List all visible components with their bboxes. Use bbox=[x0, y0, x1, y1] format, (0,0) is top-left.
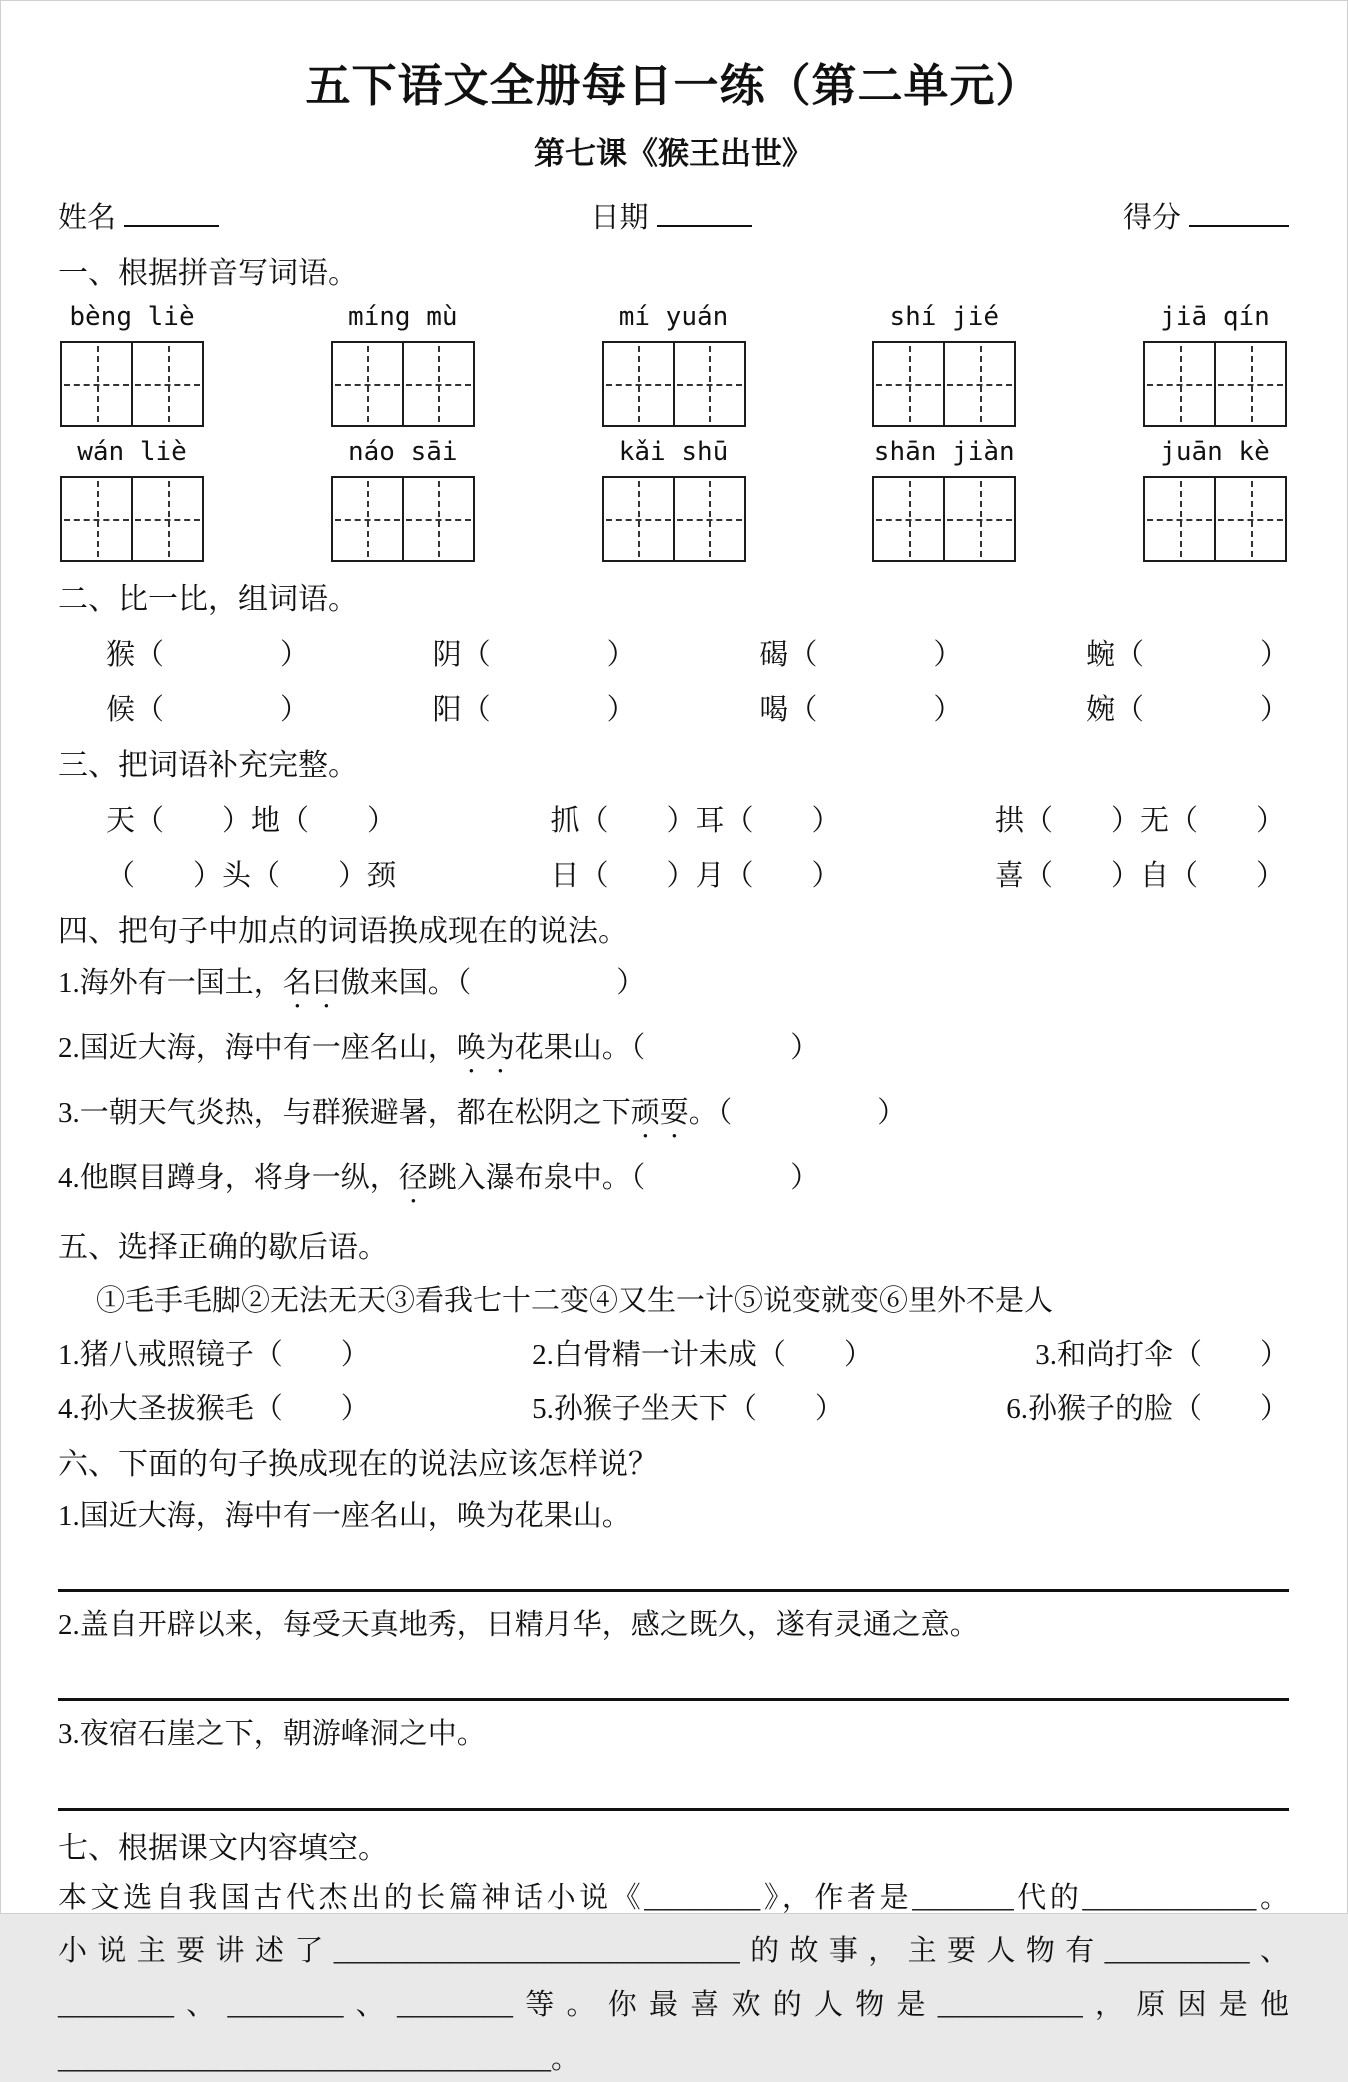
section7-heading: 七、根据课文内容填空。 bbox=[58, 1831, 388, 1865]
sentence-text: 3.一朝天气炎热，与群猴避暑，都在松阴之下 bbox=[58, 1097, 631, 1129]
writing-grid bbox=[331, 476, 475, 562]
grid-cell bbox=[604, 343, 673, 425]
writing-grid bbox=[60, 341, 204, 427]
section4-heading: 四、把句子中加点的词语换成现在的说法。 bbox=[58, 915, 628, 948]
grid-cell bbox=[874, 478, 943, 560]
sentence-text: 跳入瀑布泉中。（ ） bbox=[427, 1162, 820, 1194]
xiehouyu-item: 5.孙猴子坐天下（ ） bbox=[532, 1393, 844, 1425]
pinyin-label: bèng liè bbox=[69, 302, 195, 332]
compare-item: 阴（ ） bbox=[432, 639, 636, 671]
name-label: 姓名 bbox=[58, 202, 117, 234]
pinyin-label: kǎi shū bbox=[618, 437, 729, 467]
grid-cell bbox=[333, 343, 402, 425]
date-blank bbox=[657, 196, 752, 227]
pinyin-item bbox=[1143, 302, 1287, 427]
score-field bbox=[1123, 195, 1289, 236]
pinyin-label: shí jié bbox=[889, 302, 1000, 332]
complete-item: （ ）头（ ）颈 bbox=[106, 860, 397, 892]
compare-item: 蜿（ ） bbox=[1085, 639, 1289, 671]
pinyin-item bbox=[602, 302, 746, 427]
writing-grid bbox=[872, 341, 1016, 427]
section1-heading: 一、根据拼音写词语。 bbox=[58, 257, 358, 290]
xiehouyu-item: 1.猪八戒照镜子（ ） bbox=[58, 1339, 370, 1371]
writing-grid bbox=[602, 341, 746, 427]
grid-cell bbox=[402, 343, 473, 425]
grid-cell bbox=[673, 343, 744, 425]
xiehouyu-item: 4.孙大圣拔猴毛（ ） bbox=[58, 1393, 370, 1425]
complete-row-1 bbox=[58, 798, 1289, 839]
pinyin-label: mí yuán bbox=[618, 302, 729, 332]
compare-item: 碣（ ） bbox=[759, 639, 963, 671]
grid-cell bbox=[1145, 478, 1214, 560]
name-blank bbox=[124, 196, 219, 227]
fill-blank-line: ________、________、________等。你最喜欢的人物是__________，原因是他 bbox=[58, 1989, 1289, 2022]
xiehouyu-item: 2.白骨精一计未成（ ） bbox=[532, 1339, 873, 1371]
sentence-text: 花果山。（ ） bbox=[514, 1032, 820, 1064]
complete-row-2 bbox=[58, 853, 1289, 894]
pinyin-label: shān jiàn bbox=[873, 437, 1015, 467]
rewrite-item: 2.盖自开辟以来，每受天真地秀，日精月华，感之既久，遂有灵通之意。 bbox=[58, 1609, 979, 1642]
pinyin-row-2 bbox=[58, 437, 1289, 562]
grid-cell bbox=[131, 478, 202, 560]
date-field bbox=[590, 195, 751, 236]
grid-cell bbox=[874, 343, 943, 425]
xiehouyu-row-1 bbox=[58, 1332, 1289, 1373]
complete-item: 日（ ）月（ ） bbox=[550, 860, 841, 892]
writing-grid bbox=[872, 476, 1016, 562]
compare-item: 喝（ ） bbox=[759, 694, 963, 726]
pinyin-item bbox=[60, 437, 204, 562]
emphasized-word: 径 bbox=[398, 1162, 428, 1194]
xiehouyu-options: ①毛手毛脚②无法无天③看我七十二变④又生一计⑤说变就变⑥里外不是人 bbox=[96, 1285, 1054, 1317]
grid-cell bbox=[131, 343, 202, 425]
pinyin-item bbox=[331, 437, 475, 562]
name-field bbox=[58, 195, 219, 236]
grid-cell bbox=[673, 478, 744, 560]
grid-cell bbox=[943, 478, 1014, 560]
section5-heading: 五、选择正确的歇后语。 bbox=[58, 1231, 388, 1264]
rewrite-item: 3.夜宿石崖之下，朝游峰洞之中。 bbox=[58, 1718, 486, 1751]
answer-line bbox=[58, 1646, 1289, 1701]
sentence-item bbox=[58, 1158, 1289, 1210]
xiehouyu-item: 3.和尚打伞（ ） bbox=[1035, 1339, 1289, 1371]
grid-cell bbox=[333, 478, 402, 560]
pinyin-item bbox=[872, 437, 1016, 562]
compare-item: 婉（ ） bbox=[1085, 694, 1289, 726]
pinyin-label: juān kè bbox=[1160, 437, 1270, 467]
page-subtitle: 第七课《猴王出世》 bbox=[534, 136, 813, 171]
pinyin-label: míng mù bbox=[347, 302, 458, 332]
xiehouyu-item: 6.孙猴子的脸（ ） bbox=[1006, 1393, 1289, 1425]
grid-cell bbox=[62, 343, 131, 425]
complete-item: 抓（ ）耳（ ） bbox=[550, 805, 841, 837]
fill-blank-line: 本文选自我国古代杰出的长篇神话小说《________》，作者是_______代的____________。 bbox=[58, 1881, 1289, 1914]
grid-cell bbox=[1214, 343, 1285, 425]
grid-cell bbox=[943, 343, 1014, 425]
pinyin-item bbox=[331, 302, 475, 427]
meta-row bbox=[58, 195, 1289, 236]
grid-cell bbox=[402, 478, 473, 560]
complete-item: 天（ ）地（ ） bbox=[106, 805, 397, 837]
sentence-text: 傲来国。（ ） bbox=[340, 967, 646, 999]
emphasized-word: 顽耍 bbox=[630, 1097, 689, 1129]
xiehouyu-row-2 bbox=[58, 1386, 1289, 1427]
emphasized-word: 唤为 bbox=[456, 1032, 515, 1064]
score-blank bbox=[1189, 196, 1289, 227]
fill-blank-line: __________________________________。 bbox=[58, 2043, 581, 2076]
page-title: 五下语文全册每日一练（第二单元） bbox=[305, 61, 1042, 111]
sentence-text: 4.他瞑目蹲身，将身一纵， bbox=[58, 1162, 399, 1194]
sentence-text: 2.国近大海，海中有一座名山， bbox=[58, 1032, 457, 1064]
pinyin-item bbox=[602, 437, 746, 562]
writing-grid bbox=[602, 476, 746, 562]
grid-cell bbox=[604, 478, 673, 560]
compare-item: 候（ ） bbox=[106, 694, 310, 726]
writing-grid bbox=[1143, 476, 1287, 562]
compare-item: 阳（ ） bbox=[432, 694, 636, 726]
answer-line bbox=[58, 1537, 1289, 1592]
complete-item: 喜（ ）自（ ） bbox=[994, 860, 1285, 892]
section3-heading: 三、把词语补充完整。 bbox=[58, 749, 358, 782]
pinyin-item bbox=[60, 302, 204, 427]
rewrite-item: 1.国近大海，海中有一座名山，唤为花果山。 bbox=[58, 1500, 631, 1532]
sentence-text: 1.海外有一国土， bbox=[58, 967, 283, 999]
compare-row-2 bbox=[58, 687, 1289, 728]
emphasized-word: 名曰 bbox=[282, 967, 341, 999]
sentence-text: 。（ ） bbox=[688, 1097, 907, 1129]
fill-blank-line: 小说主要讲述了____________________________的故事，主要人物有__________、 bbox=[58, 1935, 1289, 1968]
complete-item: 拱（ ）无（ ） bbox=[994, 805, 1285, 837]
section2-heading: 二、比一比，组词语。 bbox=[58, 583, 358, 616]
score-label: 得分 bbox=[1122, 202, 1181, 234]
grid-cell bbox=[1214, 478, 1285, 560]
writing-grid bbox=[331, 341, 475, 427]
pinyin-row-1 bbox=[58, 302, 1289, 427]
pinyin-item bbox=[872, 302, 1016, 427]
pinyin-label: wán liè bbox=[77, 437, 187, 467]
grid-cell bbox=[62, 478, 131, 560]
sentence-item bbox=[58, 963, 1289, 1015]
grid-cell bbox=[1145, 343, 1214, 425]
sentence-item bbox=[58, 1093, 1289, 1145]
writing-grid bbox=[60, 476, 204, 562]
compare-item: 猴（ ） bbox=[106, 639, 310, 671]
answer-line bbox=[58, 1756, 1289, 1811]
sentence-item bbox=[58, 1028, 1289, 1080]
compare-row-1 bbox=[58, 632, 1289, 673]
pinyin-label: náo sāi bbox=[347, 437, 458, 467]
pinyin-label: jiā qín bbox=[1160, 302, 1270, 332]
writing-grid bbox=[1143, 341, 1287, 427]
section6-heading: 六、下面的句子换成现在的说法应该怎样说？ bbox=[58, 1448, 658, 1481]
date-label: 日期 bbox=[590, 202, 649, 234]
pinyin-item bbox=[1143, 437, 1287, 562]
